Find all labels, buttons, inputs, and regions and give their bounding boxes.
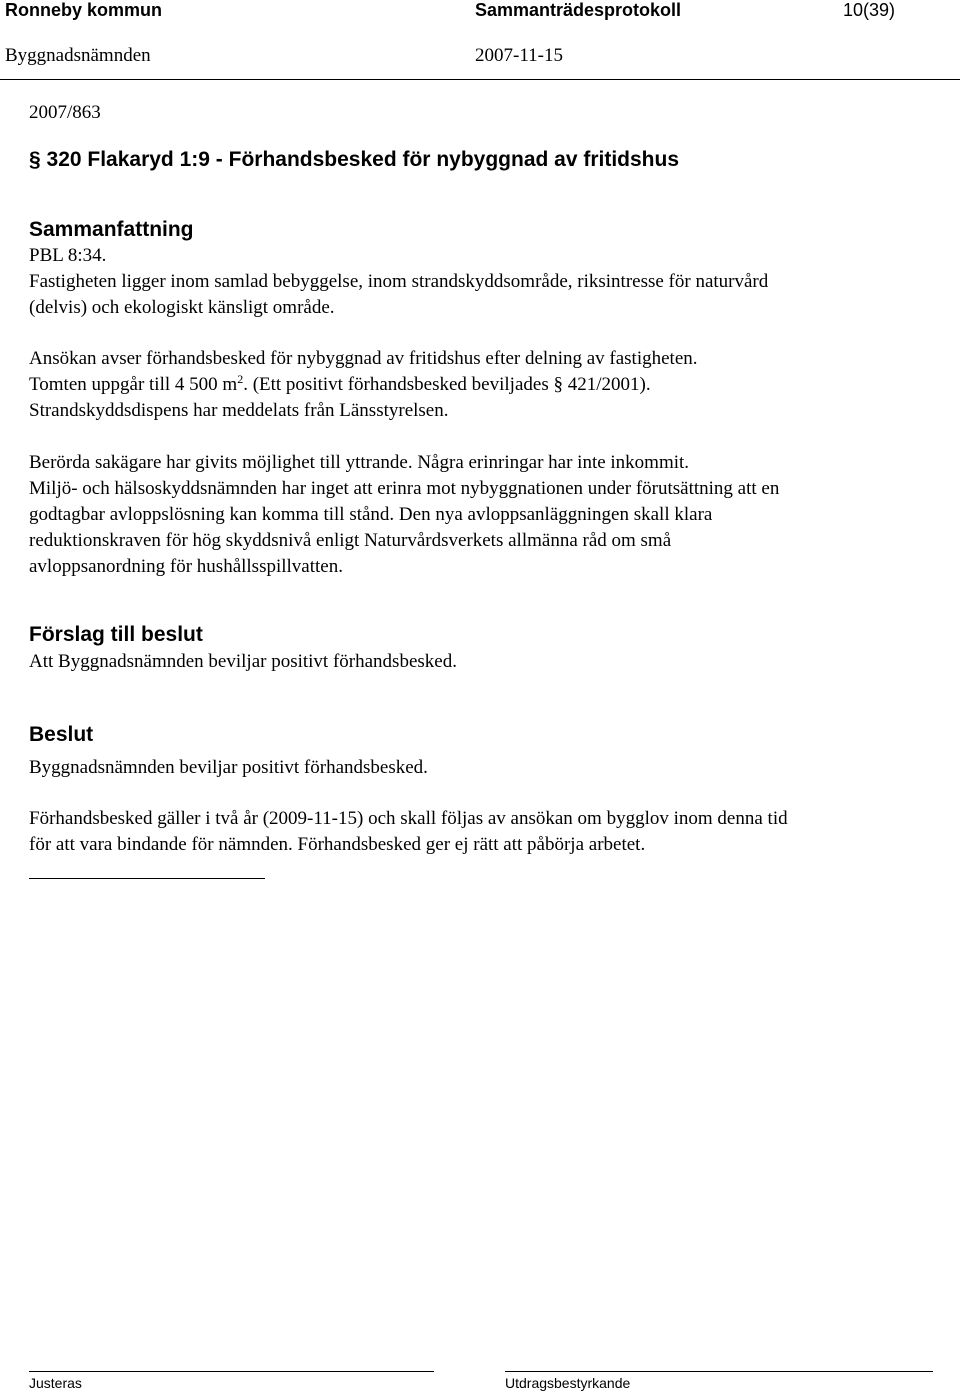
summary-p1-line: PBL 8:34. [29, 245, 107, 266]
footer-justeras: Justeras [29, 1375, 82, 1391]
summary-p1-line: (delvis) och ekologiskt känsligt område. [29, 297, 335, 318]
page-number: 10(39) [843, 0, 896, 20]
proposal-heading: Förslag till beslut [29, 623, 203, 646]
meeting-date: 2007-11-15 [475, 45, 563, 66]
utdragsbestyrkande-line [505, 1371, 933, 1372]
summary-p3-line: avloppsanordning för hushållsspillvatten. [29, 556, 343, 577]
decision-note-line: för att vara bindande för nämnden. Förhandsbesked ger ej rätt att påbörja arbetet. [29, 834, 646, 855]
proposal-text: Att Byggnadsnämnden beviljar positivt förhandsbesked. [29, 651, 457, 672]
plot-area-text: Tomten uppgår till 4 500 m [29, 374, 238, 395]
summary-paragraph-3 [29, 450, 779, 580]
municipality-name: Ronneby kommun [5, 0, 163, 20]
summary-p2-line: Strandskyddsdispens har meddelats från Länsstyrelsen. [29, 400, 449, 421]
summary-paragraph-1 [29, 243, 768, 321]
signature-line [29, 878, 265, 879]
justeras-line [29, 1371, 434, 1372]
decision-note-line: Förhandsbesked gäller i två år (2009-11-15) och skall följas av ansökan om bygglov inom denna tid [29, 808, 788, 829]
summary-p2-line-area [29, 372, 698, 398]
summary-p3-line: godtagbar avloppslösning kan komma till stånd. Den nya avloppsanläggningen skall klara [29, 504, 713, 525]
document-type: Sammanträdesprotokoll [475, 0, 682, 20]
decision-text: Byggnadsnämnden beviljar positivt förhandsbesked. [29, 757, 428, 778]
summary-p3-line: Berörda sakägare har givits möjlighet till yttrande. Några erinringar har inte inkommit. [29, 452, 690, 473]
superscript-2: 2 [237, 372, 244, 386]
decision-heading: Beslut [29, 723, 94, 746]
summary-p2-line: Ansökan avser förhandsbesked för nybyggnad av fritidshus efter delning av fastigheten. [29, 348, 698, 369]
summary-p3-line: Miljö- och hälsoskyddsnämnden har inget att erinra mot nybyggnationen under förutsättning att en [29, 478, 780, 499]
case-title: § 320 Flakaryd 1:9 - Förhandsbesked för nybyggnad av fritidshus [29, 148, 680, 171]
summary-paragraph-2 [29, 346, 698, 424]
decision-note [29, 806, 788, 858]
previous-decision-text: . (Ett positivt förhandsbesked beviljades § 421/2001). [243, 374, 651, 395]
summary-heading: Sammanfattning [29, 218, 194, 241]
footer-utdragsbestyrkande: Utdragsbestyrkande [505, 1375, 631, 1391]
summary-p1-line: Fastigheten ligger inom samlad bebyggelse, inom strandskyddsområde, riksintresse för naturvård [29, 271, 769, 292]
summary-p3-line: reduktionskraven för hög skyddsnivå enligt Naturvårdsverkets allmänna råd om små [29, 530, 672, 551]
committee-name: Byggnadsnämnden [5, 45, 151, 66]
header-divider [0, 79, 960, 80]
case-number: 2007/863 [29, 102, 101, 123]
